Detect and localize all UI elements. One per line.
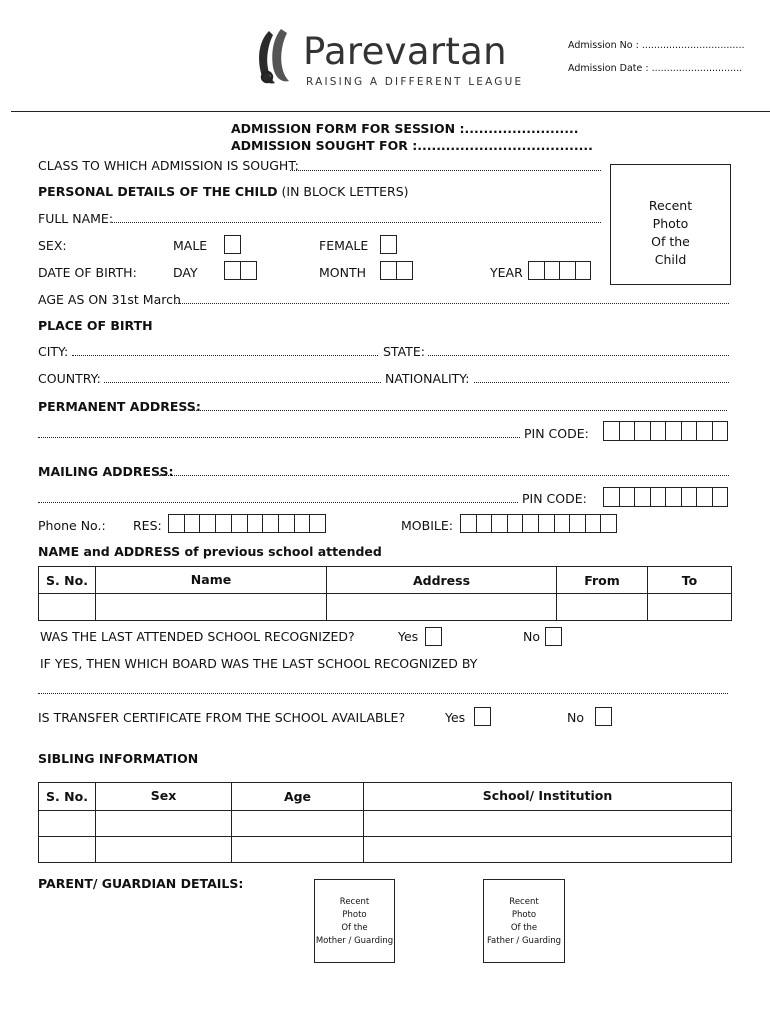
child-photo-box[interactable] [610, 164, 731, 285]
permanent-address-label: PERMANENT ADDRESS: [38, 399, 201, 414]
col-age: Age [232, 783, 364, 811]
personal-heading-rest: (IN BLOCK LETTERS) [277, 184, 409, 199]
full-name-label: FULL NAME: [38, 211, 114, 226]
mother-photo-line4: Mother / Guarding [315, 936, 394, 946]
mailing-address-field-2[interactable] [38, 502, 518, 503]
permanent-pin-label: PIN CODE: [524, 426, 589, 441]
recognized-yes-label: Yes [398, 629, 419, 644]
board-field[interactable] [38, 693, 728, 694]
child-photo-line4: Child [654, 252, 687, 267]
child-photo-line1: Recent [648, 198, 693, 213]
col-to: To [648, 567, 732, 594]
admission-date [568, 63, 742, 74]
recognized-yes-checkbox[interactable] [425, 627, 442, 646]
female-label: FEMALE [319, 238, 369, 253]
sex-label: SEX: [38, 238, 67, 253]
table-header-row [39, 567, 732, 594]
previous-school-table [38, 566, 732, 621]
sibling-heading: SIBLING INFORMATION [38, 751, 199, 766]
table-row[interactable] [39, 811, 732, 837]
class-label: CLASS TO WHICH ADMISSION IS SOUGHT: [38, 158, 299, 173]
permanent-address-field-1[interactable] [191, 410, 727, 411]
mailing-address-field-1[interactable] [159, 475, 729, 476]
mother-photo-line2: Photo [342, 910, 367, 920]
mother-photo-line1: Recent [339, 897, 370, 907]
father-photo-line1: Recent [509, 897, 539, 907]
admission-date-field[interactable]: .............................. [651, 63, 743, 74]
full-name-field[interactable] [112, 222, 601, 223]
transfer-no-checkbox[interactable] [595, 707, 612, 726]
male-label: MALE [173, 238, 208, 253]
age-label: AGE AS ON 31st March [38, 292, 181, 307]
female-checkbox[interactable] [380, 235, 397, 254]
nationality-label: NATIONALITY: [385, 371, 470, 386]
admission-no [568, 40, 745, 51]
title-session: ADMISSION FORM FOR SESSION :........................ [231, 121, 579, 136]
brand-name: Parevartan [303, 30, 507, 73]
class-field[interactable] [290, 170, 601, 171]
header-divider [11, 111, 770, 112]
nationality-field[interactable] [474, 382, 729, 383]
transfer-no-label: No [567, 710, 584, 725]
father-photo-box[interactable] [483, 879, 565, 963]
mailing-address-label: MAILING ADDRESS: [38, 464, 174, 479]
city-label: CITY: [38, 344, 69, 359]
brand-tagline: RAISING A DIFFERENT LEAGUE [306, 76, 524, 88]
col-sno: S. No. [39, 783, 96, 811]
table-row[interactable] [39, 594, 732, 621]
personal-heading [38, 184, 409, 199]
res-label: RES: [133, 518, 162, 533]
col-sex: Sex [96, 783, 232, 811]
dob-label: DATE OF BIRTH: [38, 265, 137, 280]
male-checkbox[interactable] [224, 235, 241, 254]
table-header-row [39, 783, 732, 811]
country-field[interactable] [104, 382, 381, 383]
admission-date-label: Admission Date : [568, 63, 652, 74]
mailing-pin-input[interactable] [603, 487, 728, 507]
admission-no-field[interactable]: .................................. [641, 40, 745, 51]
table-row[interactable] [39, 837, 732, 863]
transfer-yes-checkbox[interactable] [474, 707, 491, 726]
state-label: STATE: [383, 344, 425, 359]
year-label: YEAR [490, 265, 523, 280]
admission-no-label: Admission No : [568, 40, 642, 51]
month-input[interactable] [380, 261, 413, 280]
country-label: COUNTRY: [38, 371, 101, 386]
mother-photo-line3: Of the [341, 923, 368, 933]
state-field[interactable] [428, 355, 729, 356]
col-from: From [557, 567, 648, 594]
parent-heading: PARENT/ GUARDIAN DETAILS: [38, 876, 244, 891]
transfer-question: IS TRANSFER CERTIFICATE FROM THE SCHOOL AVAILABLE? [38, 710, 406, 725]
personal-heading-bold: PERSONAL DETAILS OF THE CHILD [38, 184, 278, 199]
recognized-question: WAS THE LAST ATTENDED SCHOOL RECOGNIZED? [40, 629, 355, 644]
phone-label: Phone No.: [38, 518, 106, 533]
permanent-pin-input[interactable] [603, 421, 728, 441]
child-photo-line3: Of the [651, 234, 690, 249]
mobile-label: MOBILE: [401, 518, 453, 533]
col-school: School/ Institution [364, 783, 732, 811]
col-sno: S. No. [39, 567, 96, 594]
mother-photo-box[interactable] [314, 879, 395, 963]
title-admission-sought: ADMISSION SOUGHT FOR :..................................... [231, 138, 593, 153]
mobile-input[interactable] [460, 514, 617, 533]
month-label: MONTH [319, 265, 367, 280]
res-phone-input[interactable] [168, 514, 326, 533]
previous-school-heading: NAME and ADDRESS of previous school attended [38, 544, 382, 559]
board-question: IF YES, THEN WHICH BOARD WAS THE LAST SCHOOL RECOGNIZED BY [40, 656, 478, 671]
child-photo-line2: Photo [652, 216, 689, 231]
father-photo-line2: Photo [511, 910, 537, 920]
father-photo-line3: Of the [510, 923, 538, 933]
recognized-no-checkbox[interactable] [545, 627, 562, 646]
year-input[interactable] [528, 261, 591, 280]
sibling-table [38, 782, 732, 863]
recognized-no-label: No [523, 629, 540, 644]
transfer-yes-label: Yes [445, 710, 466, 725]
father-photo-line4: Father / Guarding [486, 936, 562, 946]
age-field[interactable] [176, 303, 729, 304]
col-name: Name [96, 567, 327, 594]
place-of-birth-heading: PLACE OF BIRTH [38, 318, 153, 333]
day-label: DAY [173, 265, 198, 280]
permanent-address-field-2[interactable] [38, 437, 520, 438]
logo-mark-icon [255, 27, 297, 87]
col-address: Address [327, 567, 557, 594]
city-field[interactable] [72, 355, 378, 356]
day-input[interactable] [224, 261, 257, 280]
mailing-pin-label: PIN CODE: [522, 491, 587, 506]
